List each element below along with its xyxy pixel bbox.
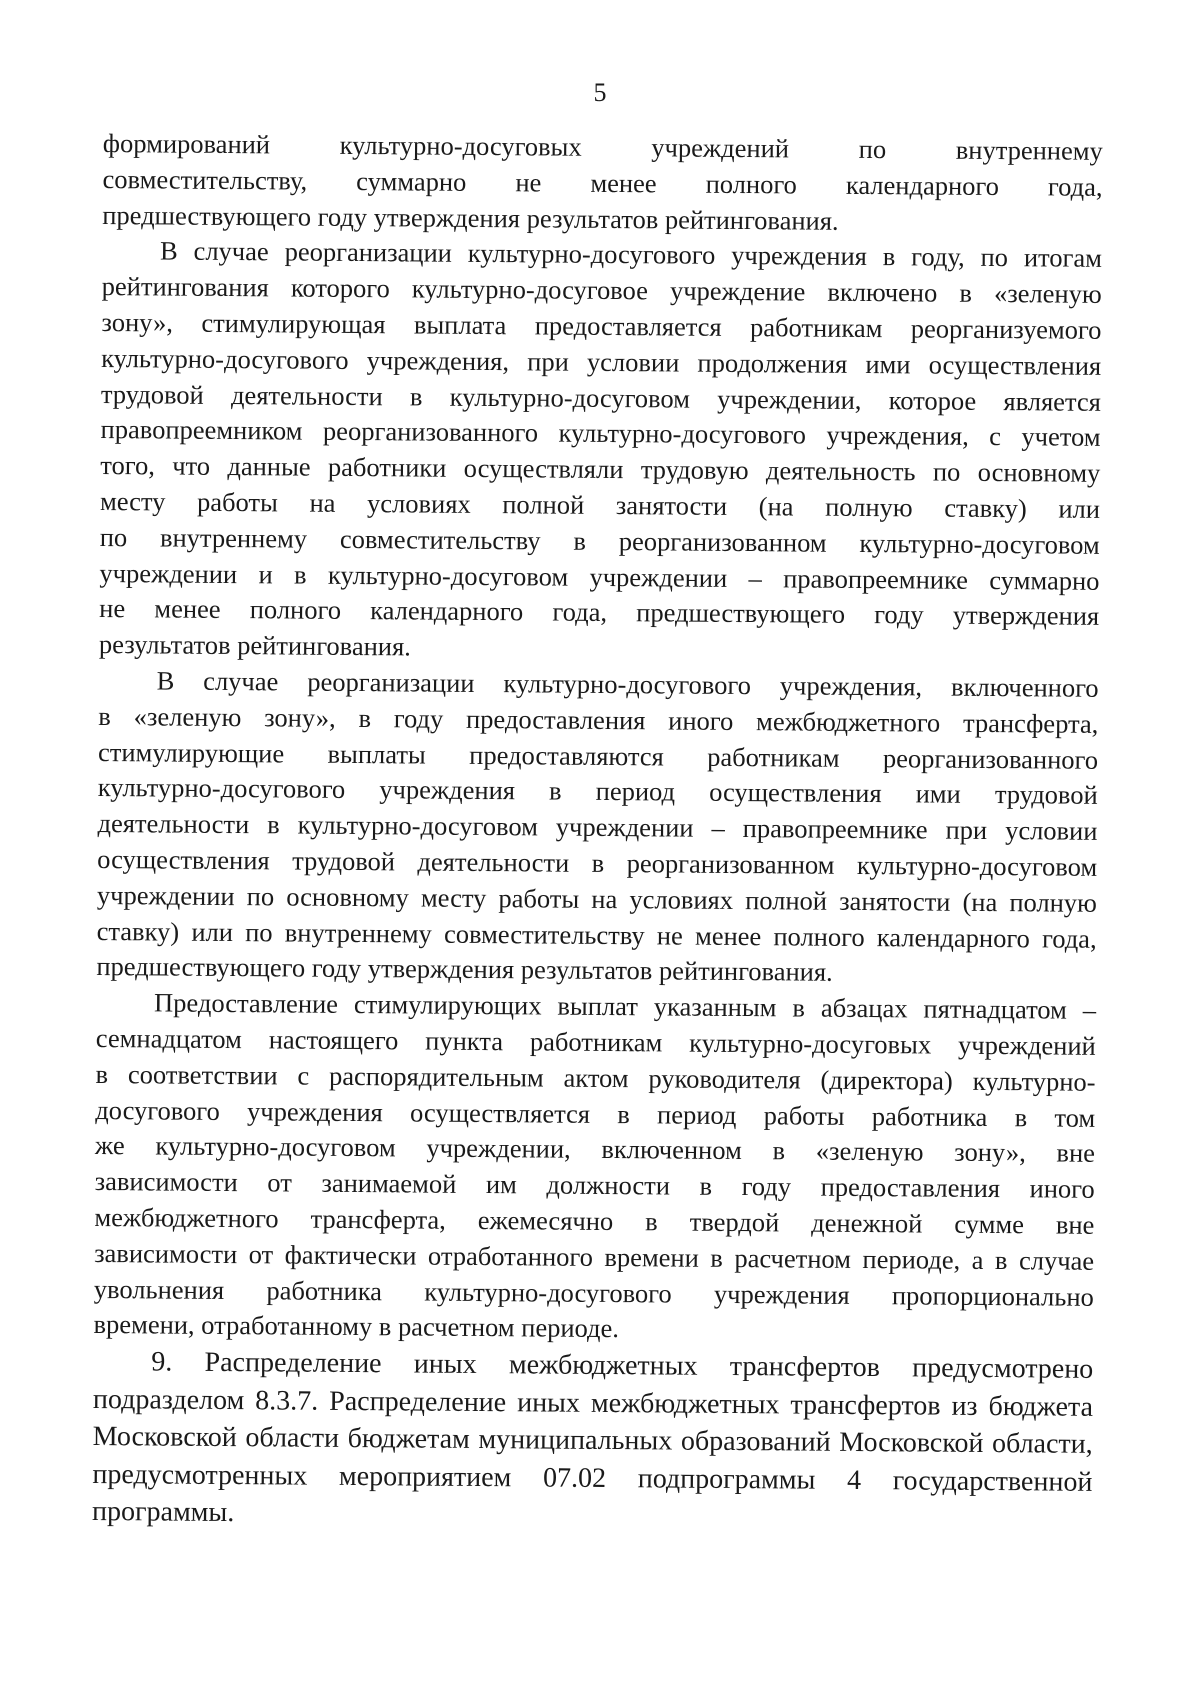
text-line: не менее полного календарного года, предшествующего году утверждения [99,593,1100,632]
text-line: 9. Распределение иных межбюджетных трансфертов предусмотрено [151,1346,1094,1385]
text-line: подразделом 8.3.7. Распределение иных межбюджетных трансфертов из бюджета [92,1383,1094,1423]
text-line: трудовой деятельности в культурно-досуговом учреждении, которое является [100,378,1101,417]
paragraph-item-9 [92,1343,1093,1538]
text-line: зависимости от фактически отработанного времени в расчетном периоде, а в случае [94,1237,1095,1276]
text-line: стимулирующие выплаты предоставляются работникам реорганизованного [97,736,1099,775]
text-line: результатов рейтингования. [98,629,411,662]
text-line: того, что данные работники осуществляли трудовую деятельность по основному [100,450,1101,489]
text-line: В случае реорганизации культурно-досугового учреждения в году, по итогам [159,235,1103,274]
body-text [92,126,1103,1538]
text-line: культурно-досугового учреждения, при условии продолжения ими осуществления [101,342,1102,381]
text-line: семнадцатом настоящего пункта работникам культурно-досуговых учреждений [95,1022,1096,1061]
text-line: совместительству, суммарно не менее полного календарного года, [102,163,1103,202]
text-line: рейтингования которого культурно-досуговое учреждение включено в «зеленую [101,271,1102,310]
text-line: межбюджетного трансферта, ежемесячно в твердой денежной сумме вне [94,1201,1095,1240]
page-number: 5 [593,78,607,107]
text-line: времени, отработанному в расчетном периоде. [93,1309,620,1344]
paragraph-continuation [102,126,1103,241]
text-line: зависимости от занимаемой им должности в году предоставления иного [94,1166,1095,1204]
text-line: осуществления трудовой деятельности в реорганизованном культурно-досуговом [97,843,1098,882]
text-line: досугового учреждения осуществляется в период работы работника в том [95,1094,1096,1133]
text-line: правопреемником реорганизованного культурно-досугового учреждения, с учетом [100,414,1101,453]
text-line: предшествующего году утверждения результатов рейтингования. [96,951,833,988]
text-line: предшествующего году утверждения результатов рейтингования. [102,199,839,236]
paragraph-reorganization-rating-year [99,233,1102,670]
text-line: учреждении и в культурно-досуговом учреждении – правопреемнике суммарно [99,557,1100,596]
text-line: зону», стимулирующая выплата предоставляется работникам реорганизуемого [101,306,1102,345]
text-line: программы. [91,1496,235,1529]
text-line: увольнения работника культурно-досугового учреждения пропорционально [93,1273,1094,1312]
paragraph-payment-provision [93,985,1096,1351]
paragraph-reorganization-transfer-year [96,663,1098,993]
text-line: формирований культурно-досуговых учреждений по внутреннему [102,127,1103,166]
text-line: месту работы на условиях полной занятости (на полную ставку) или [99,485,1101,524]
text-line: ставку) или по внутреннему совместительству не менее полного календарного года, [96,915,1097,954]
text-line: в соответствии с распорядительным актом руководителя (директора) культурно- [95,1058,1096,1097]
text-line: культурно-досугового учреждения в период осуществления ими трудовой [97,772,1098,811]
text-line: Предоставление стимулирующих выплат указанным в абзацах пятнадцатом – [153,987,1097,1025]
text-line: по внутреннему совместительству в реорганизованном культурно-досуговом [99,521,1100,560]
text-line: учреждении по основному месту работы на условиях полной занятости (на полную [96,879,1098,918]
text-line: Московской области бюджетам муниципальных образований Московской области, [92,1421,1093,1460]
text-line: же культурно-досуговом учреждении, включенном в «зеленую зону», вне [94,1130,1096,1169]
text-line: предусмотренных мероприятием 07.02 подпрограммы 4 государственной [92,1458,1093,1498]
text-line: деятельности в культурно-досуговом учреждении – правопреемнике при условии [97,808,1098,846]
text-line: В случае реорганизации культурно-досугового учреждения, включенного [156,665,1099,703]
text-line: в «зеленую зону», в году предоставления иного межбюджетного трансферта, [98,700,1099,739]
